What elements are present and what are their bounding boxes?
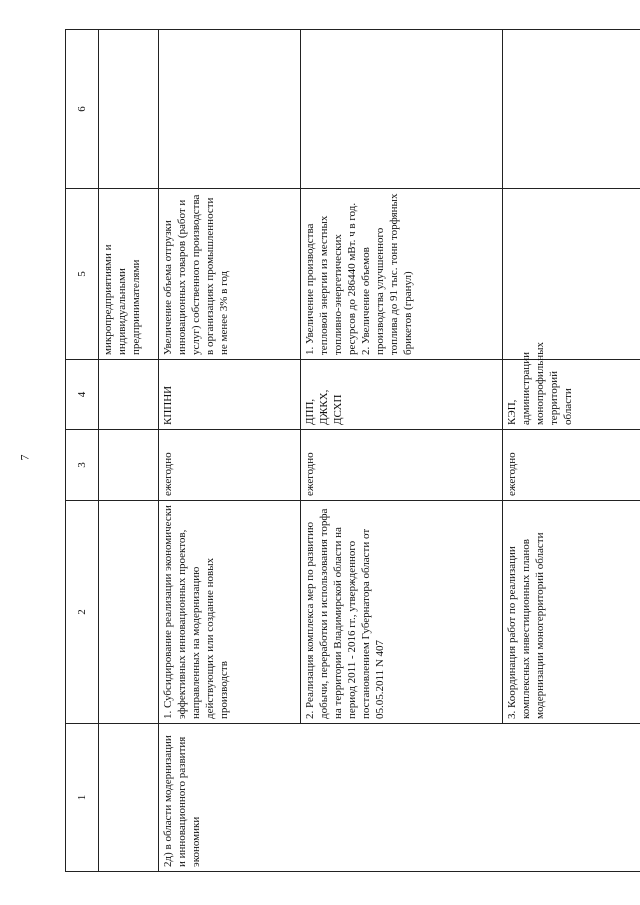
table-row bbox=[99, 30, 159, 872]
col6-cell bbox=[301, 30, 503, 189]
result-cell: Увеличение объема отгрузки инновационных товаров (работ и услуг) собственного производства в организациях промышленности не менее 3% в год bbox=[159, 189, 301, 360]
header-col-6: 6 bbox=[66, 30, 99, 189]
result-cell: 1. Увеличение производства тепловой энергии из местных топливно-энергетических ресурсов до 286440 мВт. ч в год. 2. Увеличение объемов производства улучшенного топлива до 91 тыс. тонн торфяных брикетов (гранул) bbox=[301, 189, 503, 360]
responsible-cell: ДПП, ДЖКХ, ДСХП bbox=[301, 360, 503, 430]
term-cell: ежегодно bbox=[159, 430, 301, 501]
section-title-cell: 2д) в области модернизации и инновационного развития экономики bbox=[159, 724, 640, 872]
measures-table bbox=[65, 29, 640, 872]
header-col-1: 1 bbox=[66, 724, 99, 872]
cell-empty bbox=[99, 360, 159, 430]
col6-cell bbox=[503, 30, 640, 189]
col6-cell bbox=[159, 30, 301, 189]
header-col-2: 2 bbox=[66, 501, 99, 724]
cell-empty bbox=[99, 501, 159, 724]
measure-cell: 1. Субсидирование реализации экономически эффективных инновационных проектов, направленных на модернизацию действующих или создание новых производств bbox=[159, 501, 301, 724]
term-cell: ежегодно bbox=[503, 430, 640, 501]
measure-cell: 3. Координация работ по реализации комплексных инвестиционных планов модернизации моногерриторий области bbox=[503, 501, 640, 724]
header-col-3: 3 bbox=[66, 430, 99, 501]
header-row bbox=[66, 30, 99, 872]
rotated-table-sheet bbox=[65, 30, 640, 872]
header-col-5: 5 bbox=[66, 189, 99, 360]
header-col-4: 4 bbox=[66, 360, 99, 430]
responsible-cell: КППНИ bbox=[159, 360, 301, 430]
cell-empty bbox=[99, 430, 159, 501]
table-row bbox=[159, 30, 301, 872]
page-number: 7 bbox=[17, 454, 32, 461]
responsible-cell: КЭП, администрации монопрофильных территорий области bbox=[503, 360, 640, 430]
cell-empty bbox=[99, 30, 159, 189]
term-cell: ежегодно bbox=[301, 430, 503, 501]
result-cell bbox=[503, 189, 640, 360]
cell-result-continued: микропредприятиями и индивидуальными предпринимателями bbox=[99, 189, 159, 360]
cell-empty bbox=[99, 724, 159, 872]
measure-cell: 2. Реализация комплекса мер по развитию добычи, переработки и использования торфа на территории Владимирской области на период 2011 - 2016 гг., утвержденного постановлением Губернатора области от 05.05.2011 N 407 bbox=[301, 501, 503, 724]
